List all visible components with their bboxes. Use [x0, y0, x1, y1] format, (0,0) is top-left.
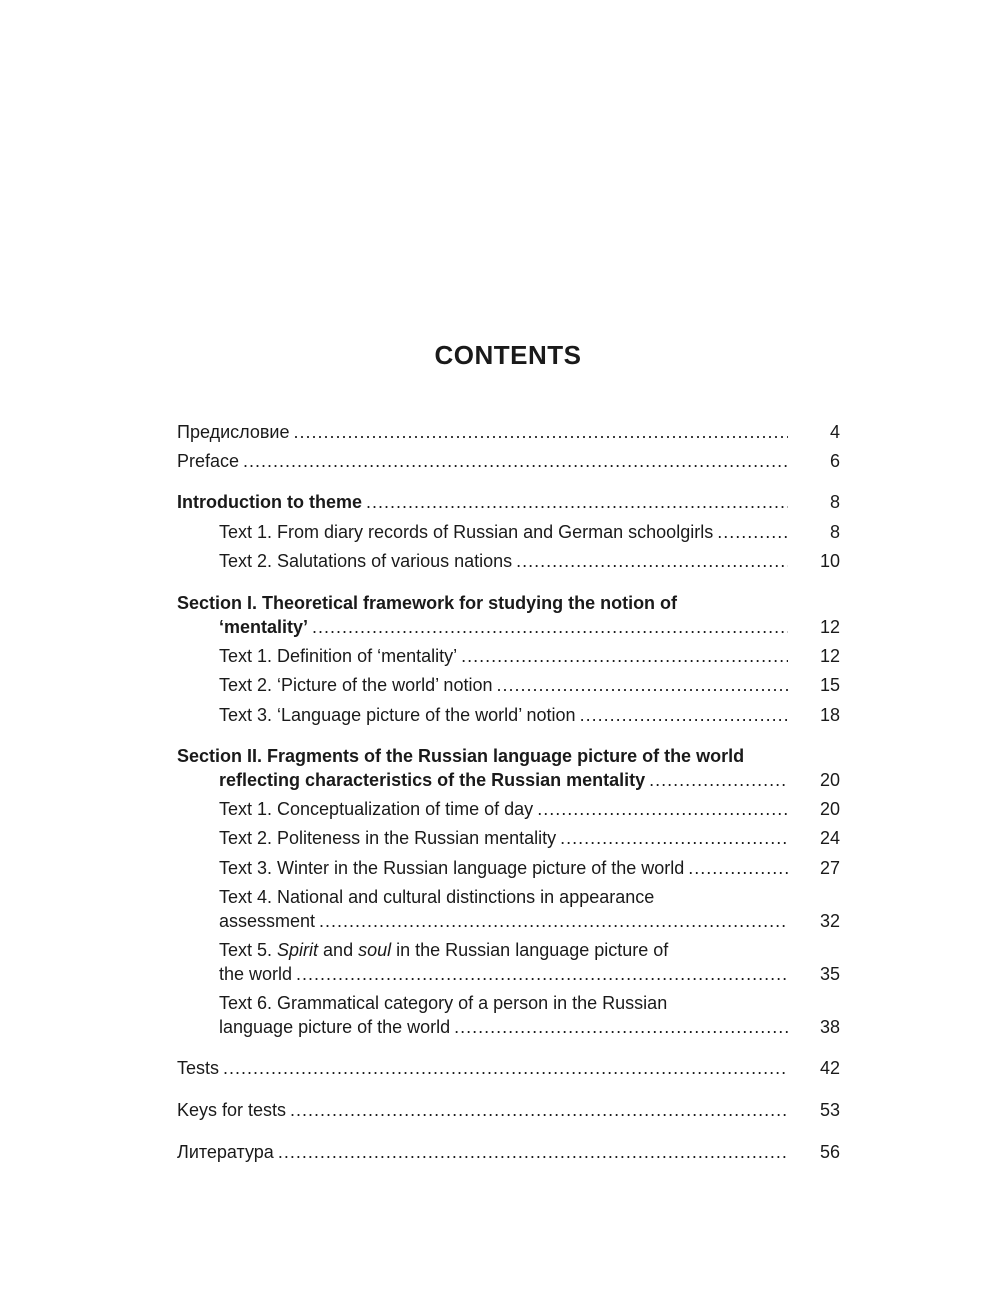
- toc-entry-s2-text-1[interactable]: [219, 797, 840, 821]
- toc-entry-label: Text 1. Definition of ‘mentality’: [219, 646, 458, 666]
- toc-entry-label: reflecting characteristics of the Russian mentality: [219, 770, 646, 790]
- toc-entry-label: Keys for tests: [177, 1100, 287, 1120]
- toc-entry-label: ‘mentality’: [219, 617, 309, 637]
- toc-entry-label: language picture of the world: [219, 1017, 451, 1037]
- toc-entry-tests[interactable]: [177, 1056, 840, 1080]
- dot-leader: [688, 856, 788, 880]
- toc-page-number: 12: [819, 617, 840, 637]
- toc-entry-s1-text-1[interactable]: [219, 644, 840, 668]
- toc-entry-label: Text 2. Politeness in the Russian mentality: [219, 828, 557, 848]
- dot-leader: [560, 826, 788, 850]
- toc-page-number: 4: [829, 422, 840, 442]
- toc-entry-literatura[interactable]: [177, 1140, 840, 1164]
- toc-page-number: 12: [819, 646, 840, 666]
- dot-leader: [278, 1140, 788, 1164]
- toc-page-number: 18: [819, 705, 840, 725]
- dot-leader: [312, 615, 788, 639]
- dot-leader: [717, 520, 788, 544]
- toc-entry-label-line1: Section I. Theoretical framework for studying the notion of: [177, 593, 678, 613]
- toc-entry-intro-text-2[interactable]: [219, 549, 840, 573]
- toc-entry-preface[interactable]: [177, 449, 840, 473]
- toc-entry-s2-text-5[interactable]: [219, 938, 840, 986]
- toc-entry-label: Preface: [177, 451, 240, 471]
- dot-leader: [496, 673, 788, 697]
- label-part: and: [318, 940, 359, 960]
- dot-leader: [461, 644, 788, 668]
- toc-entry-label-line1: Section II. Fragments of the Russian language picture of the world: [177, 746, 745, 766]
- toc-entry-intro-text-1[interactable]: [219, 520, 840, 544]
- toc-entry-label: Предисловие: [177, 422, 290, 442]
- toc-page-number: 20: [819, 770, 840, 790]
- dot-leader: [516, 549, 788, 573]
- dot-leader: [243, 449, 788, 473]
- toc-entry-label: Text 3. ‘Language picture of the world’ notion: [219, 705, 576, 725]
- toc-entry-predislovie[interactable]: [177, 420, 840, 444]
- toc-entry-label: Text 1. From diary records of Russian and German schoolgirls: [219, 522, 714, 542]
- toc-page-number: 35: [819, 964, 840, 984]
- dot-leader: [296, 962, 788, 986]
- toc-page-number: 32: [819, 911, 840, 931]
- toc-entry-s1-text-2[interactable]: [219, 673, 840, 697]
- toc-entry-label-line1: [219, 938, 840, 962]
- toc-page-number: 8: [829, 492, 840, 512]
- toc-entry-label: Text 1. Conceptualization of time of day: [219, 799, 534, 819]
- toc-page-number: 53: [819, 1100, 840, 1120]
- toc-entry-label: assessment: [219, 911, 316, 931]
- toc-entry-label-line1: Text 4. National and cultural distinctions in appearance: [219, 887, 655, 907]
- toc-entry-label: Text 2. ‘Picture of the world’ notion: [219, 675, 493, 695]
- toc-entry-s2-text-4[interactable]: [219, 885, 840, 933]
- toc-page-number: 6: [829, 451, 840, 471]
- toc-page-number: 38: [819, 1017, 840, 1037]
- toc-page-number: 56: [819, 1142, 840, 1162]
- toc-entry-label: Литература: [177, 1142, 274, 1162]
- dot-leader: [319, 909, 788, 933]
- toc-page-number: 42: [819, 1058, 840, 1078]
- toc-entry-keys[interactable]: [177, 1098, 840, 1122]
- toc-entry-s2-text-6[interactable]: [219, 991, 840, 1039]
- dot-leader: [649, 768, 788, 792]
- toc-page-number: 24: [819, 828, 840, 848]
- toc-entry-label: Text 3. Winter in the Russian language picture of the world: [219, 858, 685, 878]
- toc-entry-section-1[interactable]: [177, 591, 840, 639]
- label-part: in the Russian language picture of: [391, 940, 669, 960]
- toc-entry-s2-text-3[interactable]: [219, 856, 840, 880]
- dot-leader: [223, 1056, 788, 1080]
- toc-page-number: 8: [829, 522, 840, 542]
- toc-entry-introduction[interactable]: [177, 490, 840, 514]
- toc-page-number: 20: [819, 799, 840, 819]
- toc-entry-s2-text-2[interactable]: [219, 826, 840, 850]
- label-italic-soul: soul: [358, 940, 392, 960]
- toc-entry-label: Text 2. Salutations of various nations: [219, 551, 513, 571]
- toc-page-number: 10: [819, 551, 840, 571]
- dot-leader: [580, 703, 788, 727]
- dot-leader: [293, 420, 788, 444]
- dot-leader: [454, 1015, 788, 1039]
- page-title: CONTENTS: [434, 340, 582, 370]
- label-part: Text 5.: [219, 940, 278, 960]
- dot-leader: [366, 490, 788, 514]
- toc-page-number: 15: [819, 675, 840, 695]
- toc-page-number: 27: [819, 858, 840, 878]
- dot-leader: [537, 797, 788, 821]
- toc-entry-s1-text-3[interactable]: [219, 703, 840, 727]
- toc-entry-label: Introduction to theme: [177, 492, 362, 512]
- toc-entry-label: the world: [219, 964, 293, 984]
- label-italic-spirit: Spirit: [277, 940, 319, 960]
- toc-entry-label-line1: Text 6. Grammatical category of a person in the Russian: [219, 993, 668, 1013]
- toc-entry-section-2[interactable]: [177, 744, 840, 792]
- dot-leader: [290, 1098, 788, 1122]
- toc-entry-label: Tests: [177, 1058, 220, 1078]
